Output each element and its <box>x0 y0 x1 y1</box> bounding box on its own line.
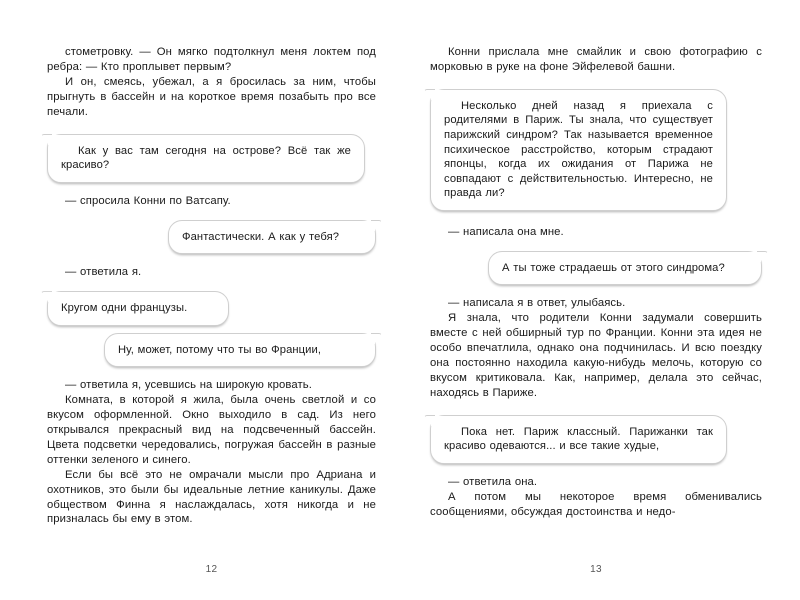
chat-bubble-outgoing[interactable]: Ну, может, потому что ты во Франции, <box>104 333 376 368</box>
spacer <box>47 326 376 333</box>
paragraph: — спросила Конни по Ватсапу. <box>65 194 231 207</box>
paragraph: — ответила я. <box>65 266 142 279</box>
paragraph: И он, смеясь, убежал, а я бросилась за ним, чтобы прыгнуть в бассейн и на короткое время позабыть про все печали. <box>47 75 376 118</box>
paragraph: Я знала, что родители Конни задумали совершить вместе с ней обширный тур по Франции. Конни эта идея не особо впечатлила, однако она подчинилась. И всю поездку она постоянно находила какую-нибудь мелочь, которую со вкусом критиковала. Как, например, делала это сейчас, находясь в Париже. <box>430 312 762 399</box>
chat-bubble-outgoing[interactable]: А ты тоже страдаешь от этого синдрома? <box>488 251 762 286</box>
paragraph: стометровку. — Он мягко подтолкнул меня локтем под ребра: — Кто проплывет первым? <box>47 46 376 73</box>
chat-bubble-incoming[interactable]: Несколько дней назад я приехала с родителями в Париж. Ты знала, что существует парижский синдром? Так называется временное психическое расстройство, которым страдают японцы, когда их ожидания от Парижа не совпадают с действительностью. Интересно, не правда ли? <box>430 89 727 211</box>
chat-bubble-row <box>47 220 376 255</box>
spacer <box>47 120 376 134</box>
chat-bubble-row <box>47 291 376 326</box>
chat-bubble-incoming[interactable]: Как у вас там сегодня на острове? Всё так же красиво? <box>47 134 365 183</box>
spacer <box>430 211 762 225</box>
spacer <box>430 240 762 251</box>
spacer <box>430 401 762 415</box>
chat-bubble-row <box>47 333 376 368</box>
chat-bubble-row <box>430 415 762 464</box>
chat-bubble-outgoing[interactable]: Фантастически. А как у тебя? <box>168 220 376 255</box>
chat-bubble-incoming[interactable]: Кругом одни французы. <box>47 291 229 326</box>
spacer <box>430 464 762 475</box>
chat-bubble-row <box>430 89 762 211</box>
spacer <box>47 280 376 291</box>
text-column-left <box>47 45 376 527</box>
paragraph: — написала я в ответ, улыбаясь. <box>448 297 626 310</box>
spacer <box>430 75 762 89</box>
text-column-right <box>430 45 762 520</box>
spacer <box>47 367 376 378</box>
spacer <box>47 183 376 194</box>
paragraph: А потом мы некоторое время обменивались сообщениями, обсуждая достоинства и недо- <box>430 490 762 518</box>
page-number-right: 13 <box>590 564 602 575</box>
paragraph: Если бы всё это не омрачали мысли про Адриана и охотников, это были бы идеальные летние каникулы. Даже обществом Финна я наслаждалась, хотя никогда и не призналась бы ему в этом. <box>47 468 376 526</box>
chat-bubble-row <box>430 251 762 286</box>
paragraph: — ответила она. <box>448 476 538 488</box>
paragraph: Комната, в которой я жила, была очень светлой и со вкусом оформленной. Окно выходило в сад. Из него открывался прекрасный вид на подсвеченный бассейн. Цвета подсветки чередовались, погружая бассейн в разные оттенки зеленого и синего. <box>47 394 376 466</box>
spacer <box>47 254 376 265</box>
paragraph: — ответила я, усевшись на широкую кровать. <box>65 379 312 392</box>
chat-bubble-row <box>47 134 376 183</box>
paragraph: Конни прислала мне смайлик и свою фотографию с морковью в руке на фоне Эйфелевой башни. <box>430 46 762 73</box>
page-number-left: 12 <box>205 564 218 575</box>
spacer <box>430 285 762 296</box>
page-right <box>400 0 800 600</box>
paragraph: — написала она мне. <box>448 225 564 238</box>
spacer <box>47 209 376 220</box>
chat-bubble-incoming[interactable]: Пока нет. Париж классный. Парижанки так красиво одеваются... и все такие худые, <box>430 415 727 464</box>
